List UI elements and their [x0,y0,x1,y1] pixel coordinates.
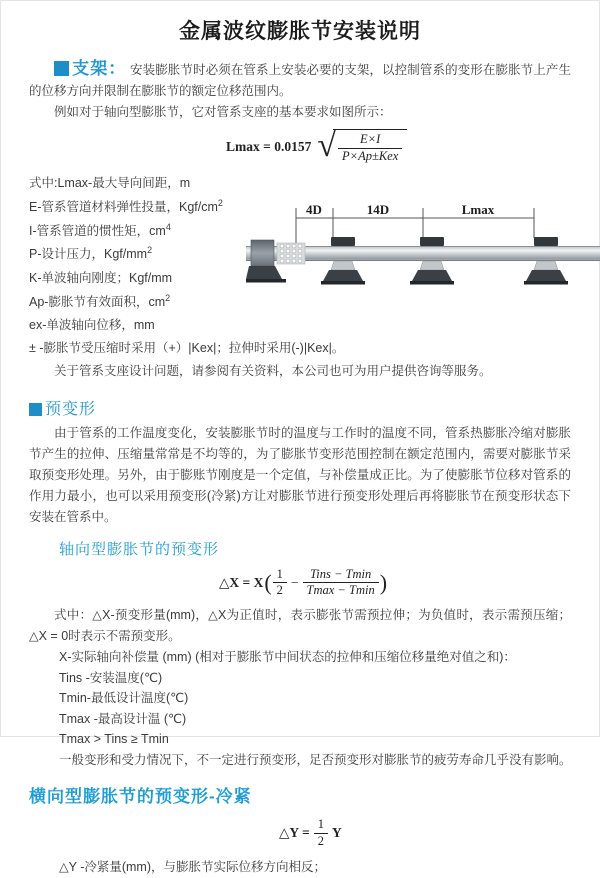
definition-row: ex-单波轴向位移，mm [29,318,155,333]
support-intro-paragraph [29,58,571,102]
lateral-formula-rhs: Y [331,825,342,841]
axial-note-row: X-实际轴向补偿量 (mm) (相对于膨胀节中间状态的拉伸和压缩位移量绝对值之和)： [59,650,516,665]
axial-note-row: 式中：△X-预变形量(mm)，△X为正值时，表示膨张节需预拉伸；为负值时，表示需预压缩；△X = 0时表示不需预变形。 [29,608,571,644]
axial-note-row: Tmin-最低设计温度(℃) [59,691,189,706]
blue-square-icon [54,61,69,76]
lateral-formula-lhs: △Y = [279,825,310,841]
dim-label-lmax: Lmax [461,202,495,218]
half-fraction: $\frac{1}{2}$ [273,567,287,599]
page-title: 金属波纹膨胀节安装说明 [179,20,421,43]
lateral-formula [279,817,599,849]
definition-row: 式中:Lmax-最大导向间距，m [29,176,191,191]
document-page [1,15,599,875]
support-intro-text: 安装膨胀节时必须在管系上安装必要的支架，以控制管系的变形在膨胀节上产生的位移方向并限制在膨胀节的额定位移范围内。 [29,63,571,98]
lmax-fraction: $\frac{E\times I}{\text{P×Ap±Kex}}$ [338,132,402,164]
bellows-icon [277,243,305,264]
dim-label-14d: 14D [366,202,390,218]
lmax-formula [226,129,599,164]
predeform-heading: 预变形 [29,396,599,419]
predeform-paragraph: 由于管系的工作温度变化，安装膨胀节时的温度与工作时的温度不同，管系热膨胀冷缩对膨胀节产生的拉伸、压缩量常常是不均等的，为了膨胀节变形范围控制在额定范围内，需要对膨胀节采取预变形处理。另外，由于膨账节刚度是一个定值，与补偿量成正比。为了使膨胀节位移对管系的作用力最小，也可以采用预变形(冷紧)方让对膨胀节进行预变形处理后再将膨胀节在预变形状态下安装在管系中。 [29,425,571,524]
axial-formula-lhs: △X = X [219,574,264,590]
temperature-fraction: $\frac{\text{Tins − Tmin}}{Tmax - Tmin}$ [303,567,379,599]
dim-label-4d: 4D [306,202,322,218]
definition-row: Ap-膨胀节有效面积，$cm^2$ [29,292,171,309]
open-paren: ( [264,569,272,595]
close-paren: ) [379,569,388,595]
definition-row: K-单波轴向刚度；Kgf/mm [29,271,173,286]
lateral-note: △Y -冷紧量(mm)，与膨胀节实际位移方向相反； [59,860,327,875]
lateral-subheading: 横向型膨胀节的预变形-冷紧 [29,787,252,807]
pipe-support-diagram [246,200,600,303]
axial-subheading: 轴向型膨胀节的预变形 [59,540,220,558]
support-example-line: 例如对于轴向型膨胀节，它对管系支座的基本要求如图所示： [54,105,392,119]
half-fraction: $\frac{1}{2}$ [314,817,328,849]
blue-square-icon [29,403,42,416]
consult-note: 关于管系支座设计问题，请参阅有关资料，本公司也可为用户提供咨询等服务。 [54,363,492,378]
definitions-and-diagram [1,170,599,336]
axial-note-row: Tmax > Tins ≥ Tmin [59,732,169,747]
plus-minus-note: ± -膨胀节受压缩时采用（+）|Kex|；拉伸时采用(-)|Kex|。 [29,340,345,355]
axial-note-row: Tins -安装温度(℃) [59,670,163,685]
radical-sign [317,129,407,164]
axial-formula [219,567,599,599]
support-heading: 支架： [72,59,127,78]
definition-row: I-管系管道的惯性矩，$cm^4$ [29,221,171,238]
axial-note-row: 一般变形和受力情况下，不一定进行预变形，足否预变形对膨胀节的疲劳寿命几乎没有影响。 [59,752,572,767]
minus-operator: − [290,574,299,590]
definition-row: E-管系管道材料弹性投量，Kgf/$cm^2$ [29,197,223,215]
lmax-formula-lhs: Lmax = 0.0157 [226,138,312,154]
axial-note-row: Tmax -最高设计温 (℃) [59,711,187,726]
definition-row: P-设计压力，Kgf/$mm^2$ [29,245,153,262]
sqrt-glyph: √ [317,127,336,165]
